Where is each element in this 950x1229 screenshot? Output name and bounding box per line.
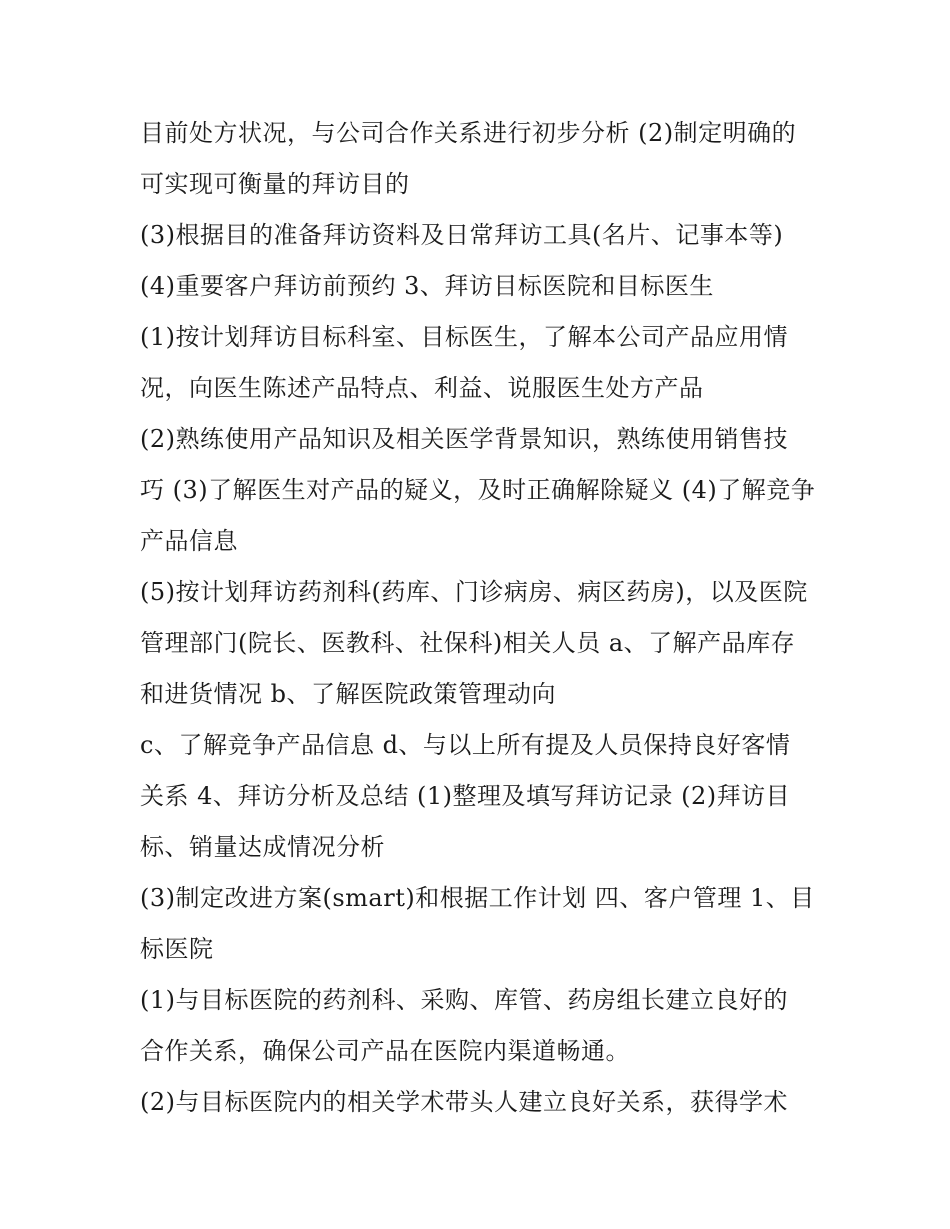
text-line: (3)根据目的准备拜访资料及日常拜访工具(名片、记事本等) — [140, 221, 784, 249]
text-line: 关系 4、拜访分析及总结 (1)整理及填写拜访记录 (2)拜访目 — [140, 782, 791, 810]
text-line: 可实现可衡量的拜访目的 — [140, 170, 410, 198]
text-line: (2)熟练使用产品知识及相关医学背景知识，熟练使用销售技 — [140, 425, 788, 453]
text-line: 和进货情况 b、了解医院政策管理动向 — [140, 680, 556, 708]
text-line: 标医院 — [140, 935, 214, 963]
document-body — [140, 108, 830, 1128]
text-line: 巧 (3)了解医生对产品的疑义，及时正确解除疑义 (4)了解竞争 — [140, 476, 816, 504]
text-line: (2)与目标医院内的相关学术带头人建立良好关系，获得学术 — [140, 1088, 788, 1116]
text-line: (1)按计划拜访目标科室、目标医生，了解本公司产品应用情 — [140, 323, 788, 351]
text-line: (5)按计划拜访药剂科(药库、门诊病房、病区药房)，以及医院 — [140, 578, 808, 606]
text-line: 目前处方状况，与公司合作关系进行初步分析 (2)制定明确的 — [140, 119, 797, 147]
text-line: 况，向医生陈述产品特点、利益、说服医生处方产品 — [140, 374, 704, 402]
text-line: 管理部门(院长、医教科、社保科)相关人员 a、了解产品库存 — [140, 629, 796, 657]
text-line: (4)重要客户拜访前预约 3、拜访目标医院和目标医生 — [140, 272, 714, 300]
text-line: 产品信息 — [140, 527, 238, 555]
text-line: 标、销量达成情况分析 — [140, 833, 385, 861]
text-line: (3)制定改进方案(smart)和根据工作计划 四、客户管理 1、目 — [140, 884, 815, 912]
text-line: (1)与目标医院的药剂科、采购、库管、药房组长建立良好的 — [140, 986, 788, 1014]
text-line: 合作关系，确保公司产品在医院内渠道畅通。 — [140, 1037, 630, 1065]
text-line: c、了解竞争产品信息 d、与以上所有提及人员保持良好客情 — [140, 731, 791, 759]
